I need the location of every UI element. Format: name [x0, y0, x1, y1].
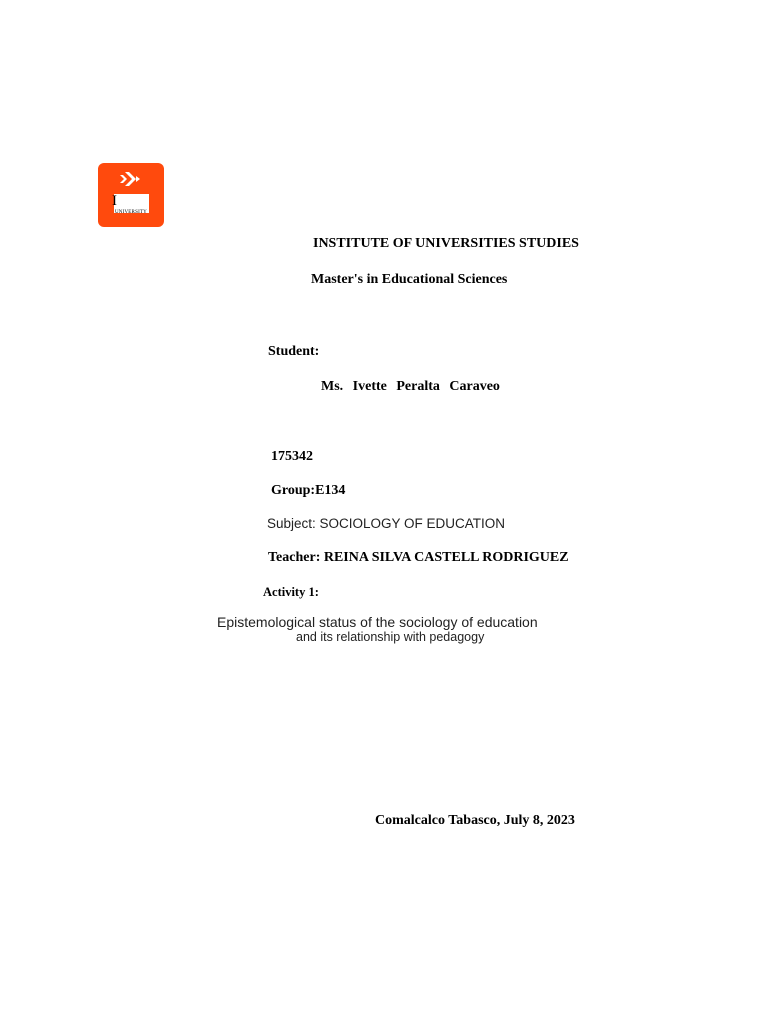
activity-label: Activity 1: [263, 585, 319, 599]
activity-title-line-2: and its relationship with pedagogy [296, 630, 485, 644]
teacher-line: Teacher: REINA SILVA CASTELL RODRIGUEZ [268, 550, 569, 565]
institute-name: INSTITUTE OF UNIVERSITIES STUDIES [313, 236, 579, 251]
student-id: 175342 [271, 449, 313, 464]
institution-logo [98, 163, 164, 227]
subject-line: Subject: SOCIOLOGY OF EDUCATION [267, 516, 506, 531]
program-name: Master's in Educational Sciences [311, 272, 508, 287]
place-and-date: Comalcalco Tabasco, July 8, 2023 [375, 813, 575, 828]
student-name: Ms. Ivette Peralta Caraveo [321, 379, 500, 394]
logo-letter: I [112, 193, 117, 209]
student-group: Group:E134 [271, 483, 346, 498]
activity-title-line-1: Epistemological status of the sociology of education [217, 614, 538, 630]
student-label: Student: [268, 344, 320, 359]
logo-word: UNIVERSITY [115, 210, 147, 215]
